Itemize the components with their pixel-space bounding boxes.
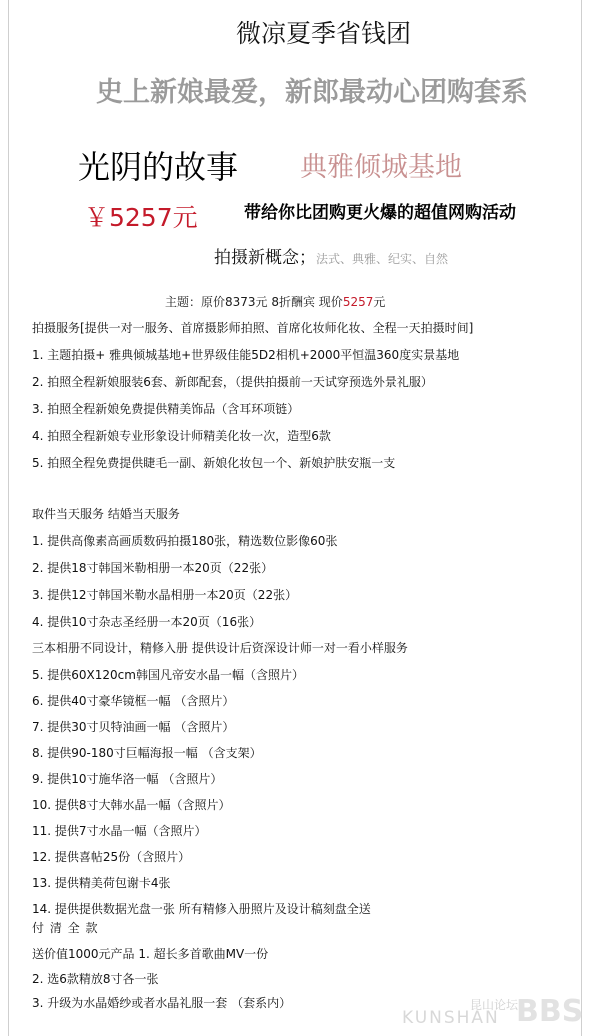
pickup-item: 9. 提供10寸施华洛一幅 （含照片）: [32, 772, 223, 786]
theme-prefix: 主题：原价8373元 8折酬宾 现价: [165, 295, 343, 309]
pickup-item: 4. 提供10寸杂志圣经册一本20页（16张）: [32, 615, 262, 629]
watermark-cn: 昆山论坛: [470, 998, 519, 1012]
bonus-item: 2. 选6款精放8寸各一张: [32, 972, 159, 986]
bonus-item: 送价值1000元产品 1. 超长多首歌曲MV一份: [32, 947, 269, 961]
service-item: 2. 拍照全程新娘服装6套、新郎配套，（提供拍摄前一天试穿预选外景礼服）: [32, 375, 433, 389]
pickup-item: 1. 提供高像素高画质数码拍摄180张，精选数位影像60张: [32, 534, 338, 548]
full-payment-header: 付 清 全 款: [32, 921, 99, 935]
base-name: 典雅倾城基地: [300, 152, 462, 183]
pickup-item: 2. 提供18寸韩国米勒相册一本20页（22张）: [32, 561, 274, 575]
promo-text: 带给你比团购更火爆的超值网购活动: [244, 203, 516, 223]
pickup-item: 10. 提供8寸大韩水晶一幅（含照片）: [32, 798, 231, 812]
concept-line: [214, 243, 448, 268]
concept-label: 拍摄新概念；: [214, 248, 316, 268]
package-name: 光阴的故事: [78, 148, 239, 186]
pickup-header: 取件当天服务 结婚当天服务: [32, 507, 180, 521]
pickup-item: 12. 提供喜帖25份（含照片）: [32, 850, 191, 864]
pickup-item: 6. 提供40寸豪华镜框一幅 （含照片）: [32, 694, 235, 708]
service-item: 5. 拍照全程免费提供睫毛一副、新娘化妆包一个、新娘护肤安瓶一支: [32, 456, 396, 470]
theme-suffix: 元: [373, 295, 386, 309]
pickup-item: 11. 提供7寸水晶一幅（含照片）: [32, 824, 207, 838]
service-item: 1. 主题拍摄+ 雅典倾城基地+世界级佳能5D2相机+2000平恒温360度实景基地: [32, 348, 460, 362]
pickup-item: 7. 提供30寸贝特油画一幅 （含照片）: [32, 720, 235, 734]
pickup-item: 8. 提供90-180寸巨幅海报一幅 （含支架）: [32, 746, 262, 760]
pickup-item: 14. 提供提供数据光盘一张 所有精修入册照片及设计稿刻盘全送: [32, 902, 371, 916]
package-price: ￥5257元: [84, 203, 198, 232]
album-note: 三本相册不同设计，精修入册 提供设计后资深设计师一对一看小样服务: [32, 641, 408, 655]
theme-line: [165, 293, 385, 310]
service-item: 4. 拍照全程新娘专业形象设计师精美化妆一次，造型6款: [32, 429, 331, 443]
watermark-bbs: BBS: [516, 994, 584, 1029]
bonus-item: 3. 升级为水晶婚纱或者水晶礼服一套 （套系内）: [32, 996, 292, 1010]
service-item: 3. 拍照全程新娘免费提供精美饰品（含耳环项链）: [32, 402, 300, 416]
service-header: 拍摄服务[提供一对一服务、首席摄影师拍照、首席化妆师化妆、全程一天拍摄时间]: [32, 321, 474, 335]
concept-styles: 法式、典雅、纪实、自然: [316, 252, 449, 266]
page-subtitle: 史上新娘最爱，新郎最动心团购套系: [96, 77, 528, 108]
pickup-item: 3. 提供12寸韩国米勒水晶相册一本20页（22张）: [32, 588, 298, 602]
pickup-item: 5. 提供60X120cm韩国凡帝安水晶一幅（含照片）: [32, 668, 304, 682]
page-title: 微凉夏季省钱团: [236, 19, 412, 48]
pickup-item: 13. 提供精美荷包谢卡4张: [32, 876, 171, 890]
watermark-en: KUNSHAN: [402, 1008, 500, 1028]
theme-current-price: 5257: [342, 295, 374, 309]
